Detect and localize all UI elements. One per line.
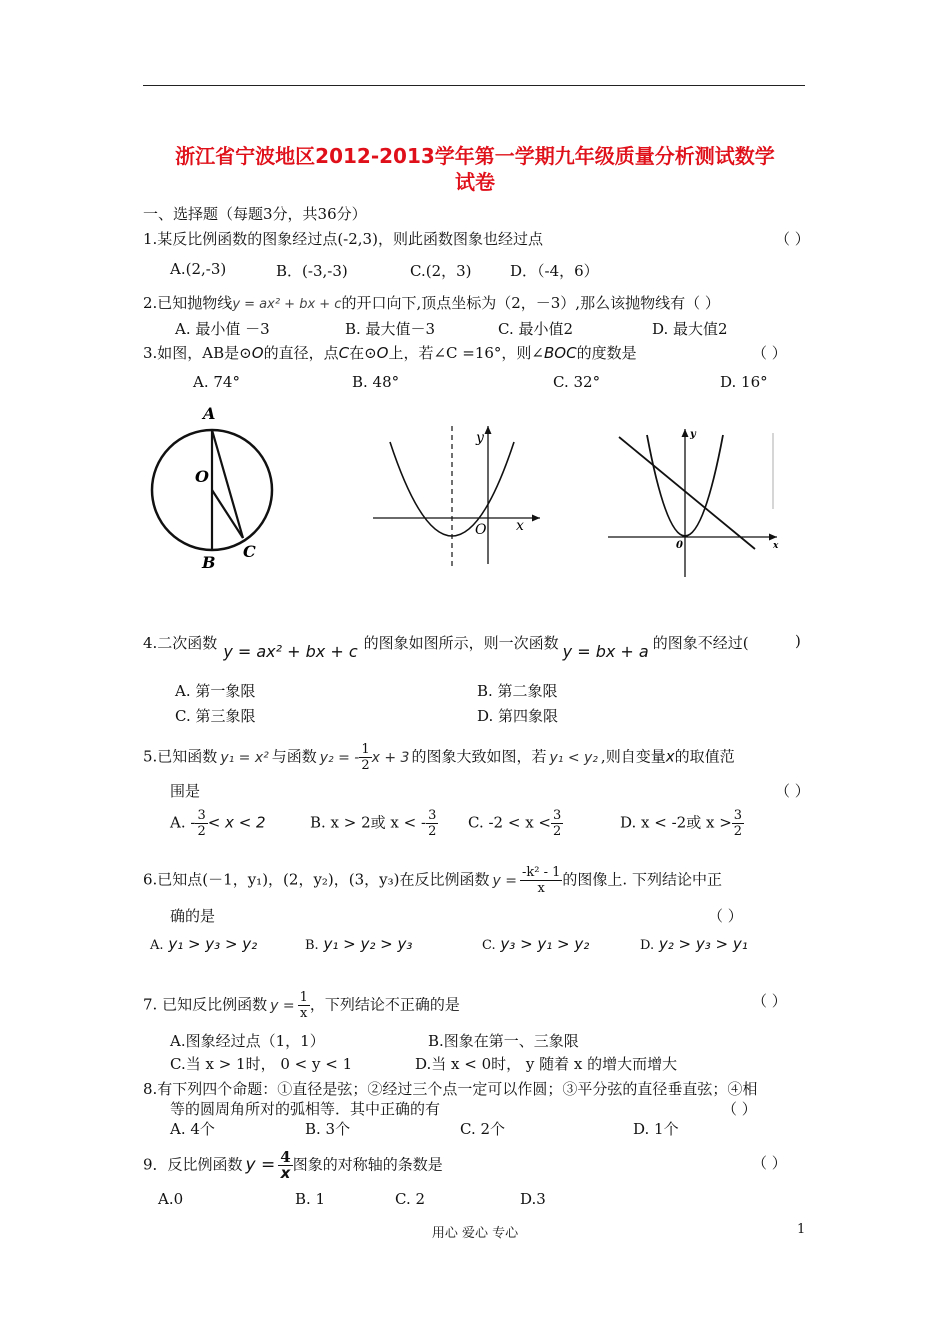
- q5-optC-num: 3: [553, 808, 562, 823]
- q4-suffix: 的图象不经过(: [652, 634, 749, 652]
- y-arrow: [682, 429, 689, 437]
- q6-line2: 确的是: [170, 907, 216, 925]
- q5-optB-num: 3: [428, 808, 437, 823]
- q1-option-a: A.(2,-3): [170, 260, 227, 278]
- q3-prefix: 3.如图，AB是⊙: [143, 344, 252, 362]
- q4-prefix: 4.二次函数: [143, 634, 218, 652]
- q5-optD-num: 3: [733, 808, 743, 823]
- q7-bracket: （ ）: [752, 992, 787, 1010]
- q5-optA-den: 2: [197, 824, 206, 839]
- q8-bracket: （ ）: [722, 1100, 757, 1118]
- q5-option-a: [170, 808, 266, 839]
- q7-option-d: D.当 x < 0时， y 随着 x 的增大而增大: [415, 1055, 678, 1073]
- q5-bracket: （ ）: [775, 782, 810, 800]
- figure-parabola: [370, 420, 545, 570]
- q2-option-a: A. 最小值 －3: [175, 320, 270, 338]
- q4-option-a: A. 第一象限: [175, 682, 256, 700]
- q5-prefix: 5.已知函数: [143, 747, 218, 766]
- q3-mid1: 的直径，点: [263, 344, 339, 362]
- q9-option-c: C. 2: [395, 1190, 426, 1208]
- x-arrow: [769, 534, 777, 541]
- section-heading: 一、选择题（每题3分，共36分）: [143, 205, 367, 223]
- q6-optA-label: A.: [150, 938, 164, 953]
- q5-optA-post: < x < 2: [207, 813, 266, 832]
- q7-option-c: C.当 x > 1时， 0 < y < 1: [170, 1055, 353, 1073]
- question-4: [143, 632, 749, 661]
- q5-mid2: 的图象大致如图，若: [411, 747, 547, 766]
- q5-fraction: [359, 742, 371, 773]
- q4-option-c: C. 第三象限: [175, 707, 256, 725]
- q2-option-b: B. 最大值－3: [345, 320, 436, 338]
- x-arrow: [532, 515, 540, 522]
- question-2: [143, 292, 720, 313]
- q6-optC-expr: y₃ > y₁ > y₂: [500, 935, 590, 953]
- q3-o2: O: [376, 344, 389, 362]
- q6-suffix: 的图像上. 下列结论中正: [562, 870, 722, 889]
- q3-option-a: A. 74°: [193, 373, 240, 391]
- axis-label-y: y: [690, 429, 696, 440]
- q8-option-a: A. 4个: [170, 1120, 215, 1138]
- q6-optC-label: C.: [482, 938, 496, 953]
- q6-optB-label: B.: [305, 938, 319, 953]
- question-1: 1.某反比例函数的图象经过点(-2,3)，则此函数图象也经过点: [143, 230, 543, 248]
- header-rule: [143, 85, 805, 86]
- figure-circle: [140, 400, 290, 580]
- q8-line2: 等的圆周角所对的弧相等．其中正确的有: [170, 1100, 441, 1118]
- q1-bracket: （ ）: [775, 230, 810, 248]
- q5-option-c: [468, 808, 563, 839]
- q7-den: x: [300, 1006, 308, 1021]
- question-5: [143, 742, 735, 773]
- q7-option-b: B.图象在第一、三象限: [428, 1032, 579, 1050]
- q2-option-c: C. 最小值2: [498, 320, 574, 338]
- q2-suffix: 的开口向下,顶点坐标为（2，－3）,那么该抛物线有（ ）: [341, 294, 720, 312]
- q1-option-b: B．(-3,-3): [276, 262, 348, 280]
- q7-suffix: ，下列结论不正确的是: [309, 995, 460, 1014]
- q5-optD-frac: [732, 808, 744, 839]
- origin-label: 0: [676, 540, 683, 551]
- q6-fraction: [520, 865, 562, 896]
- page-footer: 用心 爱心 专心: [431, 1226, 519, 1241]
- q2-formula: y = ax² + bx + c: [232, 297, 342, 312]
- q6-optD-expr: y₂ > y₃ > y₁: [658, 935, 748, 953]
- q4-formula-quadratic: y = ax² + bx + c: [223, 642, 358, 661]
- page-title-line2: 试卷: [455, 170, 495, 194]
- question-8: 8.有下列四个命题：①直径是弦；②经过三个点一定可以作圆；③平分弦的直径垂直弦；④相: [143, 1080, 758, 1098]
- q9-suffix: 图象的对称轴的条数是: [292, 1155, 443, 1174]
- q6-option-d: [640, 935, 748, 953]
- q6-bracket: （ ）: [708, 907, 743, 925]
- figure-parabola-line: [605, 425, 785, 580]
- q9-den: x: [280, 1164, 291, 1182]
- q3-mid3: 上，若∠C =16°，则∠: [388, 344, 544, 362]
- q6-num: -k² - 1: [522, 865, 561, 880]
- q6-option-a: [150, 935, 257, 953]
- q5-optC-den: 2: [553, 824, 562, 839]
- q9-num: 4: [280, 1148, 291, 1166]
- q4-option-d: D. 第四象限: [477, 707, 559, 725]
- q9-option-d: D.3: [520, 1190, 546, 1208]
- q7-option-a: A.图象经过点（1，1）: [170, 1032, 325, 1050]
- q6-optA-expr: y₁ > y₃ > y₂: [168, 935, 258, 953]
- q8-option-b: B. 3个: [305, 1120, 351, 1138]
- q6-den: x: [537, 881, 545, 896]
- q7-num: 1: [299, 990, 308, 1005]
- line-graph: [619, 437, 755, 549]
- q8-option-d: D. 1个: [633, 1120, 679, 1138]
- q1-option-c: C.(2，3): [410, 262, 472, 280]
- axis-label-x: x: [773, 541, 779, 551]
- q9-fraction: [278, 1150, 292, 1181]
- q9-option-a: A.0: [158, 1190, 184, 1208]
- q4-option-b: B. 第二象限: [477, 682, 558, 700]
- question-3: [143, 342, 637, 363]
- q5-optD-den: 2: [733, 824, 743, 839]
- q5-optB-pre: B. x > 2或 x < -: [310, 813, 427, 832]
- q9-option-b: B. 1: [295, 1190, 326, 1208]
- q4-mid: 的图象如图所示，则一次函数: [363, 634, 559, 652]
- q5-optA-pre: A. -: [170, 813, 196, 832]
- q5-optA-num: 3: [197, 808, 206, 823]
- label-b: B: [202, 553, 216, 572]
- q9-bracket: （ ）: [752, 1154, 787, 1172]
- q5-f2-den: 2: [361, 758, 370, 773]
- axis-label-y: y: [476, 430, 484, 446]
- q5-mid3: ,则自变量: [600, 747, 666, 766]
- q5-f1: y₁ = x²: [220, 749, 269, 766]
- q5-optC-frac: [551, 808, 563, 839]
- q5-option-d: [620, 808, 744, 839]
- page-title: 浙江省宁波地区2012-2013学年第一学期九年级质量分析测试数学: [175, 144, 775, 168]
- question-9: [143, 1150, 443, 1181]
- question-6: [143, 865, 722, 896]
- q5-mid1: 与函数: [271, 747, 317, 766]
- page-number: 1: [797, 1222, 806, 1237]
- q5-line2: 围是: [170, 782, 201, 800]
- q5-f2-num: 1: [361, 742, 370, 757]
- q5-cond: y₁ < y₂: [549, 749, 598, 766]
- q5-optC-pre: C. -2 < x <: [468, 813, 551, 832]
- q6-option-c: [482, 935, 589, 953]
- y-arrow: [485, 426, 492, 434]
- q5-suffix: 的取值范: [674, 747, 735, 766]
- q5-optD-pre: D. x < -2或 x >: [620, 813, 732, 832]
- axis-label-x: x: [516, 518, 524, 534]
- label-a: A: [203, 404, 216, 423]
- q2-option-d: D. 最大值2: [652, 320, 728, 338]
- q5-optB-den: 2: [428, 824, 437, 839]
- q5-xvar: x: [665, 747, 675, 766]
- q6-fy: y =: [492, 872, 517, 889]
- radius-oc: [212, 490, 243, 538]
- question-7: [143, 990, 460, 1021]
- origin-label: O: [475, 522, 487, 538]
- q3-option-c: C. 32°: [553, 373, 601, 391]
- q3-option-d: D. 16°: [720, 373, 768, 391]
- label-o: O: [195, 467, 209, 486]
- q6-optD-label: D.: [640, 938, 655, 953]
- q3-suffix: 的度数是: [576, 344, 637, 362]
- q5-option-b: [310, 808, 438, 839]
- q7-prefix: 7. 已知反比例函数: [143, 995, 268, 1014]
- q3-boc: BOC: [544, 344, 577, 362]
- label-c: C: [243, 542, 256, 561]
- chord-ac: [212, 430, 243, 538]
- q5-f2b: x + 3: [371, 749, 410, 766]
- q6-option-b: [305, 935, 412, 953]
- q7-fraction: [298, 990, 310, 1021]
- q9-prefix: 9．反比例函数: [143, 1155, 243, 1174]
- q6-prefix: 6.已知点(－1，y₁)，(2，y₂)，(3，y₃)在反比例函数: [143, 870, 490, 889]
- q3-option-b: B. 48°: [352, 373, 400, 391]
- q3-mid2: 在⊙: [349, 344, 377, 362]
- q3-o1: O: [251, 344, 264, 362]
- q3-bracket: （ ）: [752, 344, 787, 362]
- q7-fy: y =: [270, 997, 295, 1014]
- q5-optA-frac: [195, 808, 207, 839]
- q9-fy: y =: [245, 1154, 276, 1175]
- q5-optB-frac: [426, 808, 438, 839]
- q4-bracket-end: ): [795, 632, 801, 650]
- q5-f2a: y₂ = -: [319, 749, 360, 766]
- q3-c: C: [338, 344, 350, 362]
- q8-option-c: C. 2个: [460, 1120, 506, 1138]
- q6-optB-expr: y₁ > y₂ > y₃: [323, 935, 413, 953]
- q1-option-d: D．（-4，6）: [510, 262, 599, 280]
- q4-formula-linear: y = bx + a: [562, 642, 649, 661]
- q2-prefix: 2.已知抛物线: [143, 294, 233, 312]
